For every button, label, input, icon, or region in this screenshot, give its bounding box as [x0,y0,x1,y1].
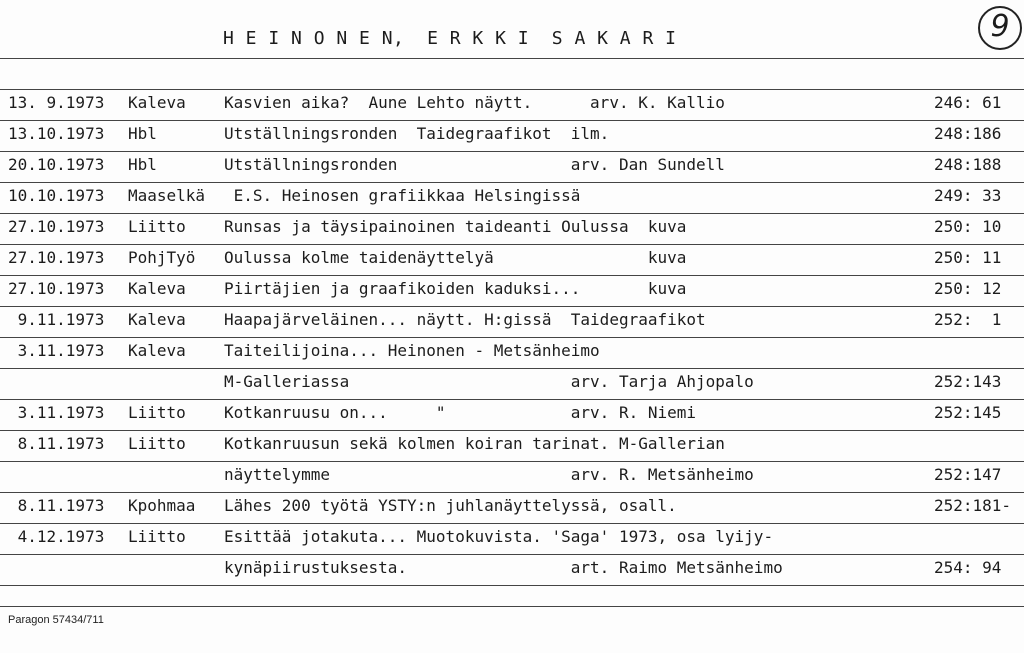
entry-date: 13. 9.1973 [8,93,105,112]
entry-description: Oulussa kolme taidenäyttelyä kuva [224,248,687,267]
entry-description: Piirtäjien ja graafikoiden kaduksi... kuva [224,279,687,298]
entry-source: Hbl [128,155,157,174]
row-rule [0,461,1024,462]
entry-row [0,279,1002,309]
entry-date: 8.11.1973 [8,496,105,515]
card-footer: Paragon 57434/711 [8,614,104,626]
entry-date: 27.10.1973 [8,248,105,267]
row-rule [0,585,1024,586]
entry-source: Kaleva [128,93,186,112]
row-rule [0,554,1024,555]
entry-source: Kaleva [128,279,186,298]
row-rule [0,306,1024,307]
entry-reference: 250: 10 [934,217,1002,236]
entry-reference: 252: 1 [934,310,1002,329]
entry-row [0,310,1002,340]
row-rule [0,89,1024,90]
entry-row [0,434,725,464]
entry-date: 3.11.1973 [8,341,105,360]
entry-source: Hbl [128,124,157,143]
entry-date: 9.11.1973 [8,310,105,329]
entry-date: 13.10.1973 [8,124,105,143]
row-rule [0,244,1024,245]
header-rule [0,58,1024,59]
row-rule [0,213,1024,214]
entry-description: Kotkanruusu on... " arv. R. Niemi [224,403,697,422]
entry-reference: 248:186 [934,124,1002,143]
entry-date: 8.11.1973 [8,434,105,453]
row-rule [0,182,1024,183]
entry-description: E.S. Heinosen grafiikkaa Helsingissä [224,186,581,205]
entry-source: Kaleva [128,310,186,329]
row-rule [0,523,1024,524]
entry-reference: 250: 12 [934,279,1002,298]
entry-reference: 252:143 [934,372,1002,391]
entry-row [0,155,1002,185]
entry-description: M-Galleriassa arv. Tarja Ahjopalo [224,372,754,391]
entry-description: Kasvien aika? Aune Lehto näytt. arv. K. Kallio [224,93,725,112]
entry-source: PohjTyö [128,248,196,267]
entry-description: Esittää jotakuta... Muotokuvista. 'Saga' 1973, osa lyijy- [224,527,774,546]
entry-row [0,341,600,371]
page-number-circle: 9 [978,6,1022,50]
entry-row [0,248,1002,278]
entry-reference: 248:188 [934,155,1002,174]
entry-source: Kpohmaa [128,496,196,515]
row-rule [0,492,1024,493]
entry-row [0,93,1002,123]
bottom-rule [0,606,1024,607]
card-title: H E I N O N E N, E R K K I S A K A R I [223,28,677,49]
row-rule [0,368,1024,369]
entry-row [0,403,1002,433]
entry-description: Runsas ja täysipainoinen taideanti Oulussa kuva [224,217,687,236]
entry-row [0,217,1002,247]
entry-date: 27.10.1973 [8,217,105,236]
entry-row [0,496,1012,526]
entry-reference: 250: 11 [934,248,1002,267]
entry-row [0,186,1002,216]
row-rule [0,337,1024,338]
row-rule [0,151,1024,152]
entry-reference: 252:145 [934,403,1002,422]
entry-description: Haapajärveläinen... näytt. H:gissä Taidegraafikot [224,310,706,329]
entry-row-continuation [0,465,1002,495]
row-rule [0,275,1024,276]
entry-reference: 252:181- [934,496,1012,515]
row-rule [0,399,1024,400]
entry-date: 3.11.1973 [8,403,105,422]
entry-description: Utställningsronden Taidegraafikot ilm. [224,124,610,143]
entry-date: 27.10.1973 [8,279,105,298]
entry-date: 4.12.1973 [8,527,105,546]
entry-reference: 249: 33 [934,186,1002,205]
entry-row-continuation [0,558,1002,588]
entry-description: näyttelymme arv. R. Metsänheimo [224,465,754,484]
entry-source: Liitto [128,434,186,453]
row-rule [0,120,1024,121]
entry-source: Kaleva [128,341,186,360]
entry-source: Liitto [128,217,186,236]
entry-source: Liitto [128,403,186,422]
entry-row [0,124,1002,154]
entry-source: Liitto [128,527,186,546]
entry-date: 20.10.1973 [8,155,105,174]
entry-reference: 252:147 [934,465,1002,484]
entry-row [0,527,774,557]
entry-description: Lähes 200 työtä YSTY:n juhlanäyttelyssä, osall. [224,496,677,515]
row-rule [0,430,1024,431]
entry-description: Utställningsronden arv. Dan Sundell [224,155,725,174]
entry-date: 10.10.1973 [8,186,105,205]
entry-row-continuation [0,372,1002,402]
entry-description: kynäpiirustuksesta. art. Raimo Metsänheimo [224,558,783,577]
entry-description: Kotkanruusun sekä kolmen koiran tarinat. M-Gallerian [224,434,725,453]
entry-description: Taiteilijoina... Heinonen - Metsänheimo [224,341,600,360]
entry-reference: 254: 94 [934,558,1002,577]
entry-reference: 246: 61 [934,93,1002,112]
entry-source: Maaselkä [128,186,206,205]
